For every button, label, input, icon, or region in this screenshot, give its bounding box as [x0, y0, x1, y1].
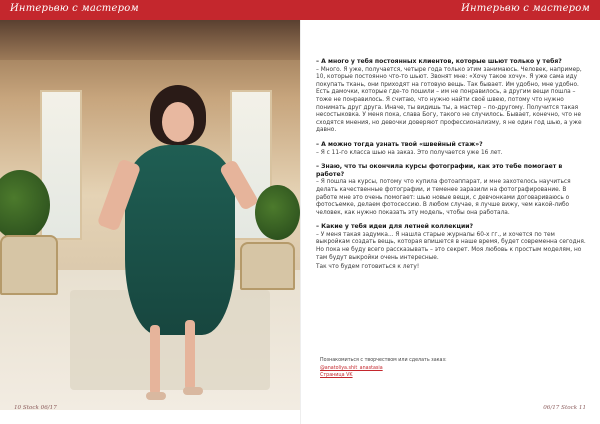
header-section-title-right: Интерьвю с мастером — [461, 3, 590, 14]
header-bar — [0, 0, 600, 20]
closing-line: Так что будем готовиться к лету! — [316, 264, 420, 271]
answer: – Я с 11-го класса шью на заказ. Это получается уже 16 лет. — [316, 149, 503, 156]
credits-intro: Познакомиться с творчеством или сделать заказ: — [320, 358, 447, 363]
question: – Знаю, что ты окончила курсы фотографии, как это тебе помогает в работе? — [316, 163, 563, 178]
question: – А много у тебя постоянных клиентов, которые шьют только у тебя? — [316, 58, 562, 65]
photo-leg — [185, 320, 195, 390]
question: – Какие у тебя идеи для летней коллекции? — [316, 223, 474, 231]
photo-leg — [150, 325, 160, 395]
photo-green-dress — [125, 145, 235, 335]
question: – А можно тогда узнать твой «швейный стаж»? — [316, 140, 483, 148]
photo-face — [162, 102, 194, 142]
photo-armchair — [240, 242, 295, 290]
answer: – Много. Я уже, получается, четыре года только этим занимаюсь. Человек, например, 10, которые постоянно что-то шьют. Звонят мне: «Хочу такое хочу». Я уже сама иду покупать ткань, они приходят на готовую вещь. Так бывает. Им удобно, мне удобно. Есть дамочки, которые где-то пошили – им не понравилось, а другим вещи пошла – тоже не понравилось. Я считаю, что нужно найти своё швею, потому что нужно понимать друг друга. Иначе, ты видишь ты, а мастер – по-другому. Получится такая несостыковка. У меня пока, слава Богу, такого не случилось. Бывает, конечно, что не сходятся мнения, но девочки доверяют профессионализму, я не один год шью, а уже давно. — [316, 66, 582, 134]
photo-plant — [255, 185, 300, 240]
contact-credits — [320, 357, 580, 380]
photo-ceiling — [0, 20, 300, 60]
vk-link[interactable]: Страница VK — [320, 373, 353, 378]
answer: – У меня такая задумка... Я нашла старые журналы 60-х гг., и хочется по тем выкройкам создать вещь, которая впишется в наше время, будет современна сегодня. Но пока не буду всего рассказывать – это секрет. Моя любовь к простым моделям, но там будут выкройки очень интересные. — [316, 231, 586, 261]
page-fold — [300, 20, 301, 424]
header-section-title-left: Интерьвю с мастером — [10, 3, 139, 14]
footer-page-number-right: 06/17 Stock 11 — [543, 405, 586, 411]
instagram-link[interactable]: @anatoliya.shit_anastasia — [320, 365, 383, 371]
portrait-photo — [0, 20, 300, 410]
photo-shoe — [146, 392, 166, 400]
answer: – Я пошла на курсы, потому что купила фотоаппарат, и мне захотелось научиться делать качественные фотографии, и теменее заразили на фотографирование. В работе мне это очень помогает: шью новые вещи, с девчонками договариваюсь о фотосъемке, делаем фотосессию. В любом случае, я лучше вижу, чем какой-либо человек, как нужно показать эту модель, чтобы она работала. — [316, 179, 571, 216]
photo-shoe — [183, 387, 203, 395]
photo-armchair — [0, 235, 58, 295]
footer-page-number-left: 10 Stock 06/17 — [14, 405, 57, 411]
interview-text — [316, 58, 586, 272]
